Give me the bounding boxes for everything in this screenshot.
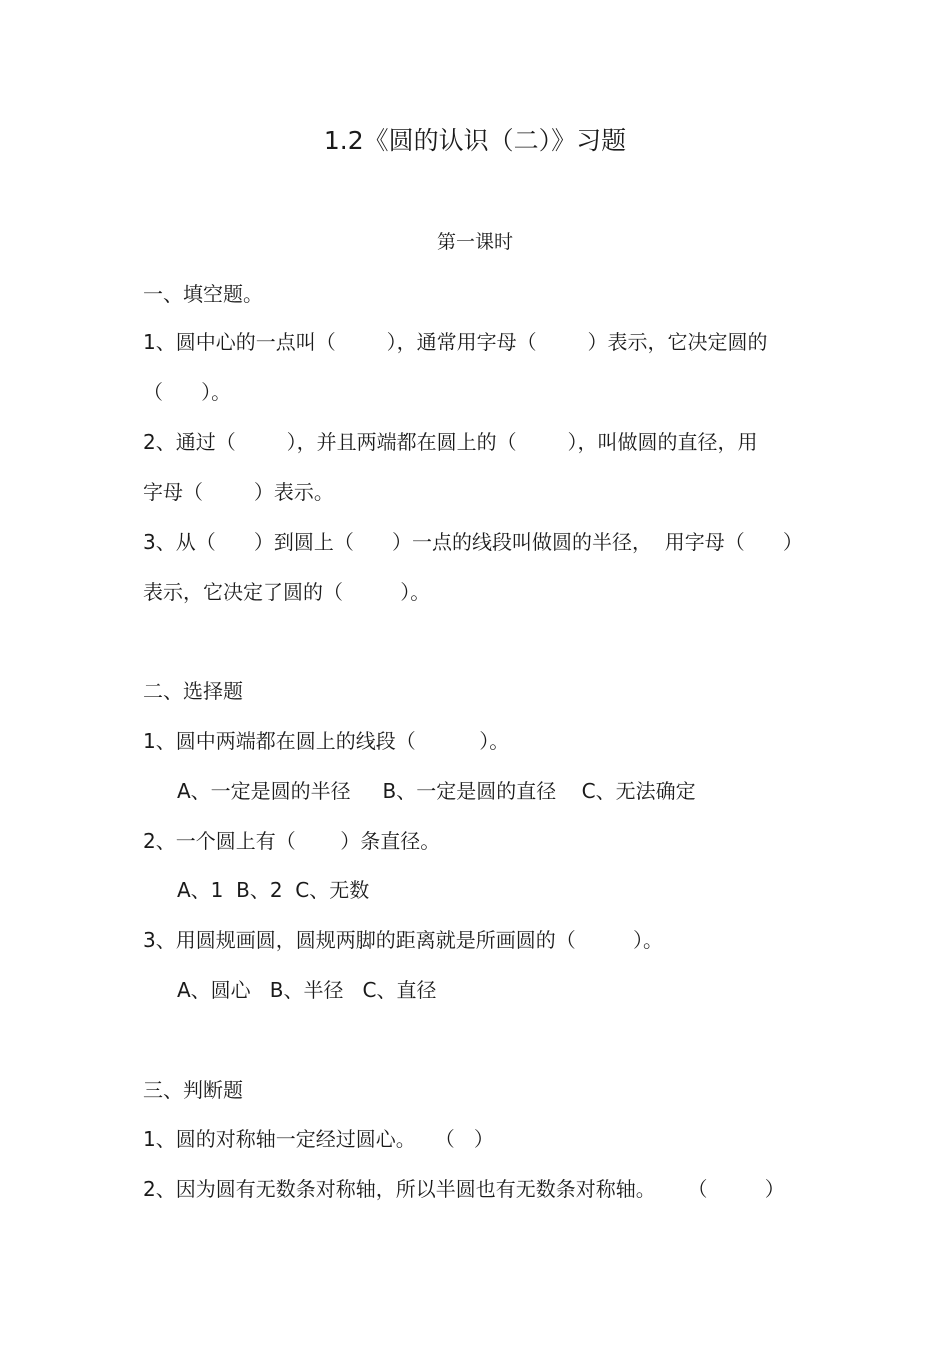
fill-question-3-line-1: 3、从（ ）到圆上（ ）一点的线段叫做圆的半径， 用字母（ ） <box>143 530 803 554</box>
judge-question-2: 2、因为圆有无数条对称轴，所以半圆也有无数条对称轴。 （ ） <box>143 1177 785 1201</box>
lesson-subtitle: 第一课时 <box>436 231 513 253</box>
choice-question-2-options: A、1 B、2 C、无数 <box>177 878 370 902</box>
section-heading-fill-in: 一、填空题。 <box>143 282 263 306</box>
choice-question-2: 2、一个圆上有（ ）条直径。 <box>143 829 441 853</box>
choice-question-1: 1、圆中两端都在圆上的线段（ ）。 <box>143 729 510 753</box>
judge-question-1: 1、圆的对称轴一定经过圆心。 （ ） <box>143 1127 494 1151</box>
section-heading-true-false: 三、判断题 <box>143 1078 243 1102</box>
fill-question-1-line-2: （ ）。 <box>143 380 232 404</box>
fill-question-2-line-2: 字母（ ）表示。 <box>143 480 334 504</box>
choice-question-3: 3、用圆规画圆，圆规两脚的距离就是所画圆的（ ）。 <box>143 928 663 952</box>
page-title: 1.2《圆的认识（二）》习题 <box>323 126 627 155</box>
choice-question-1-options: A、一定是圆的半径 B、一定是圆的直径 C、无法确定 <box>177 779 696 803</box>
fill-question-2-line-1: 2、通过（ ），并且两端都在圆上的（ ），叫做圆的直径，用 <box>143 430 758 454</box>
choice-question-3-options: A、圆心 B、半径 C、直径 <box>177 978 437 1002</box>
section-heading-multiple-choice: 二、选择题 <box>143 679 243 703</box>
fill-question-1-line-1: 1、圆中心的一点叫（ ），通常用字母（ ）表示，它决定圆的 <box>143 330 768 354</box>
fill-question-3-line-2: 表示，它决定了圆的（ ）。 <box>143 580 431 604</box>
